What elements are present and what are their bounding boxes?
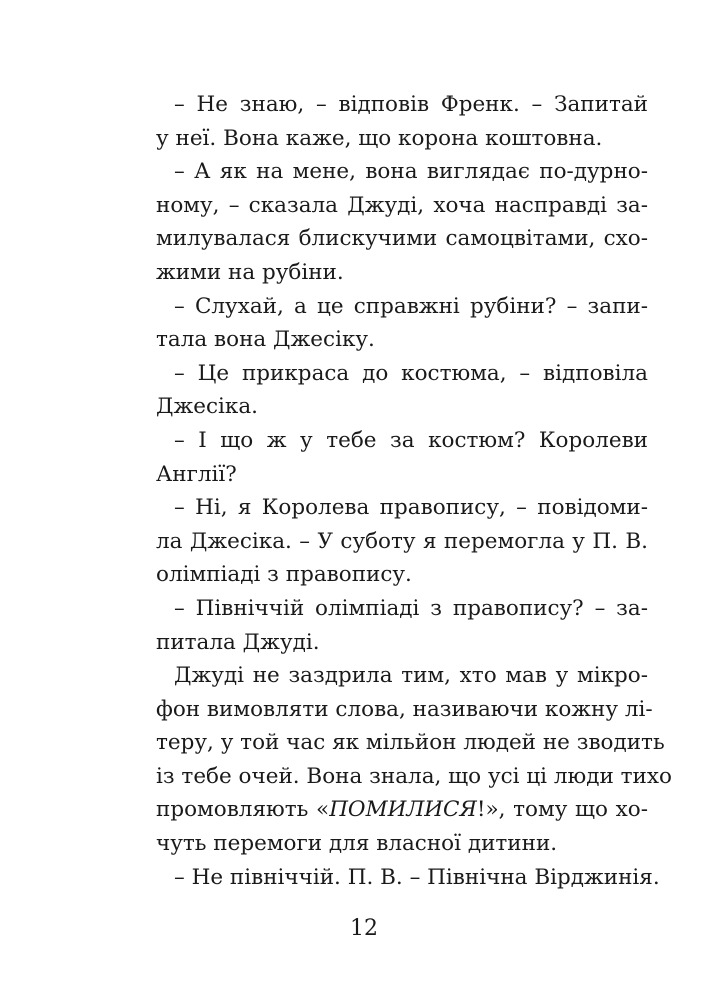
body-text: [156, 88, 672, 894]
text-line-emphasis: промовляють «ПОМИЛИСЯ!», тому що хо-: [156, 797, 648, 823]
text-line: ному, – сказала Джуді, хоча насправді за-: [156, 192, 648, 218]
text-line: – Ні, я Королева правопису, – повідоми-: [174, 495, 648, 521]
text-line: милувалася блискучими самоцвітами, схо-: [156, 226, 648, 252]
text-line: чуть перемоги для власної дитини.: [156, 831, 558, 857]
text-line: із тебе очей. Вона знала, що усі ці люди тихо: [156, 763, 672, 789]
page-number: 12: [350, 916, 378, 941]
text-line: олімпіаді з правопису.: [156, 562, 412, 588]
text-line: – Не північчій. П. В. – Північна Вірджинія.: [174, 864, 660, 890]
text-line: – Північчій олімпіаді з правопису? – за-: [174, 595, 648, 621]
text-line: – А як на мене, вона виглядає по-дурно-: [174, 159, 648, 185]
text-line: – Не знаю, – відповів Френк. – Запитай: [174, 92, 648, 117]
text-line: у неї. Вона каже, що корона коштовна.: [156, 125, 603, 151]
text-line: – Це прикраса до костюма, – відповіла: [174, 360, 648, 386]
text-line: тала вона Джесіку.: [156, 327, 375, 353]
text-line: Англії?: [156, 461, 237, 487]
text-line: жими на рубіни.: [156, 259, 344, 285]
text-line: фон вимовляти слова, називаючи кожну лі-: [156, 696, 653, 722]
text-line: – Слухай, а це справжні рубіни? – запи-: [174, 293, 648, 319]
text-line: питала Джуді.: [156, 629, 320, 655]
text-line: Джесіка.: [156, 394, 258, 420]
text-line: ла Джесіка. – У суботу я перемогла у П. В.: [156, 528, 648, 554]
text-line: теру, у той час як мільйон людей не зводить: [156, 730, 665, 756]
text-line: Джуді не заздрила тим, хто мав у мікро-: [174, 663, 648, 689]
text-line: – І що ж у тебе за костюм? Королеви: [174, 427, 648, 453]
